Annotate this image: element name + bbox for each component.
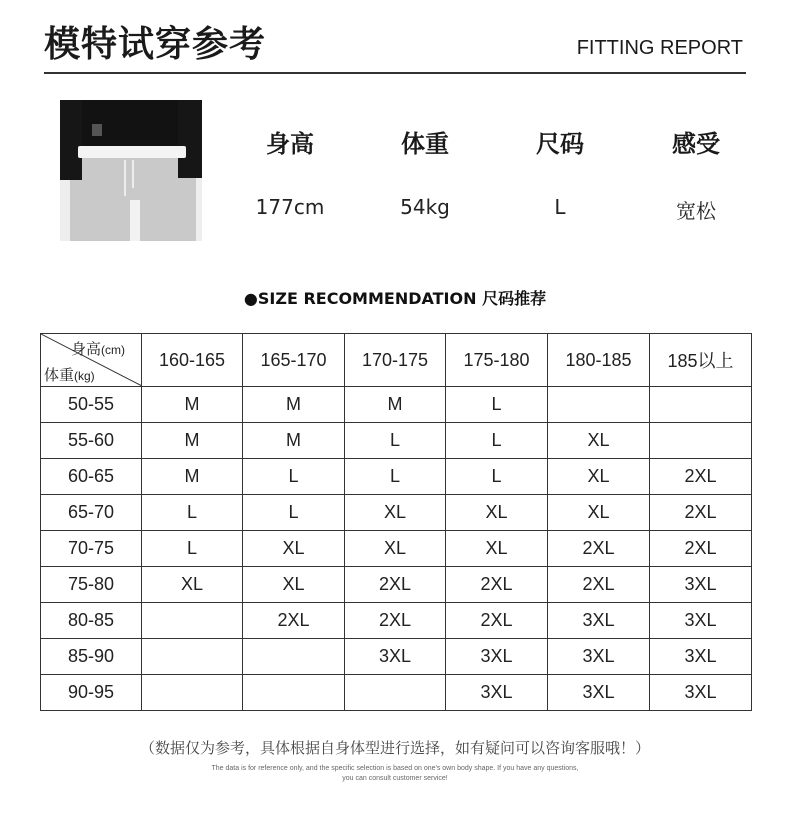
model-size-header: 尺码 xyxy=(536,130,584,158)
column-header: 185以上 xyxy=(650,334,752,387)
size-cell: M xyxy=(243,423,345,459)
size-cell: L xyxy=(446,423,548,459)
size-cell xyxy=(243,639,345,675)
weight-cell: 85-90 xyxy=(41,639,142,675)
size-cell xyxy=(142,675,243,711)
size-cell: 3XL xyxy=(650,639,752,675)
table-row xyxy=(41,531,752,567)
size-cell: XL xyxy=(243,531,345,567)
table-row xyxy=(41,675,752,711)
size-cell: L xyxy=(345,459,446,495)
column-header: 160-165 xyxy=(142,334,243,387)
weight-cell: 65-70 xyxy=(41,495,142,531)
size-cell: L xyxy=(142,531,243,567)
size-cell: 2XL xyxy=(548,531,650,567)
column-header: 165-170 xyxy=(243,334,345,387)
size-cell: 3XL xyxy=(548,675,650,711)
size-cell: 2XL xyxy=(650,495,752,531)
size-cell: XL xyxy=(345,531,446,567)
table-row xyxy=(41,495,752,531)
size-cell: XL xyxy=(548,495,650,531)
footer-fine-print: The data is for reference only, and the specific selection is based on one's own body shape. If you have any questions, xyxy=(211,765,579,772)
size-cell: L xyxy=(243,495,345,531)
size-cell: 3XL xyxy=(650,603,752,639)
size-cell: 2XL xyxy=(548,567,650,603)
header-divider xyxy=(44,72,746,74)
model-height-header: 身高 xyxy=(266,130,314,158)
footer-fine-print: you can consult customer service! xyxy=(342,775,448,782)
size-cell: 3XL xyxy=(548,603,650,639)
weight-cell: 75-80 xyxy=(41,567,142,603)
size-cell: L xyxy=(142,495,243,531)
size-cell: XL xyxy=(548,423,650,459)
column-header: 180-185 xyxy=(548,334,650,387)
weight-cell: 60-65 xyxy=(41,459,142,495)
footer-note: （数据仅为参考，具体根据自身体型进行选择，如有疑问可以咨询客服哦！） xyxy=(139,739,650,757)
table-row xyxy=(41,603,752,639)
size-cell: M xyxy=(142,423,243,459)
size-table xyxy=(40,333,752,711)
size-cell: L xyxy=(446,459,548,495)
weight-cell: 50-55 xyxy=(41,387,142,423)
page-subtitle: FITTING REPORT xyxy=(576,37,743,59)
size-cell: M xyxy=(142,387,243,423)
table-row xyxy=(41,423,752,459)
table-row xyxy=(41,459,752,495)
column-header: 175-180 xyxy=(446,334,548,387)
size-cell: M xyxy=(142,459,243,495)
size-cell xyxy=(142,639,243,675)
model-weight-header: 体重 xyxy=(401,130,449,158)
size-cell xyxy=(142,603,243,639)
size-cell: M xyxy=(345,387,446,423)
size-cell xyxy=(548,387,650,423)
size-cell: 3XL xyxy=(650,567,752,603)
model-feel-value: 宽松 xyxy=(676,199,716,223)
model-height-value: 177cm xyxy=(255,195,325,219)
size-cell: 2XL xyxy=(446,603,548,639)
size-cell: XL xyxy=(446,495,548,531)
table-corner-cell xyxy=(41,334,142,387)
column-header: 170-175 xyxy=(345,334,446,387)
size-cell: XL xyxy=(142,567,243,603)
size-cell: 2XL xyxy=(650,459,752,495)
model-size-value: L xyxy=(554,195,566,219)
size-cell: 2XL xyxy=(345,603,446,639)
size-cell: XL xyxy=(345,495,446,531)
size-cell: 2XL xyxy=(243,603,345,639)
size-cell: 3XL xyxy=(650,675,752,711)
weight-cell: 70-75 xyxy=(41,531,142,567)
size-cell: 2XL xyxy=(650,531,752,567)
size-cell: 3XL xyxy=(548,639,650,675)
size-cell: 3XL xyxy=(446,639,548,675)
size-cell xyxy=(243,675,345,711)
table-row xyxy=(41,567,752,603)
size-cell: L xyxy=(446,387,548,423)
size-cell xyxy=(345,675,446,711)
table-row xyxy=(41,387,752,423)
size-cell: 3XL xyxy=(345,639,446,675)
weight-cell: 55-60 xyxy=(41,423,142,459)
table-row xyxy=(41,639,752,675)
size-cell: 2XL xyxy=(345,567,446,603)
weight-cell: 90-95 xyxy=(41,675,142,711)
size-cell: XL xyxy=(446,531,548,567)
weight-cell: 80-85 xyxy=(41,603,142,639)
size-cell: XL xyxy=(243,567,345,603)
table-header-row xyxy=(41,334,752,387)
model-weight-value: 54kg xyxy=(400,195,450,219)
size-cell: 2XL xyxy=(446,567,548,603)
page-title: 模特试穿参考 xyxy=(44,24,267,65)
section-title: ●SIZE RECOMMENDATION 尺码推荐 xyxy=(243,289,547,308)
size-cell: 3XL xyxy=(446,675,548,711)
size-cell: XL xyxy=(548,459,650,495)
size-cell: M xyxy=(243,387,345,423)
corner-weight-label: 体重(kg) xyxy=(44,367,95,384)
size-cell: L xyxy=(243,459,345,495)
model-photo xyxy=(60,100,202,241)
size-cell xyxy=(650,423,752,459)
model-feel-header: 感受 xyxy=(672,130,720,158)
corner-height-label: 身高(cm) xyxy=(71,341,126,358)
size-cell: L xyxy=(345,423,446,459)
size-cell xyxy=(650,387,752,423)
